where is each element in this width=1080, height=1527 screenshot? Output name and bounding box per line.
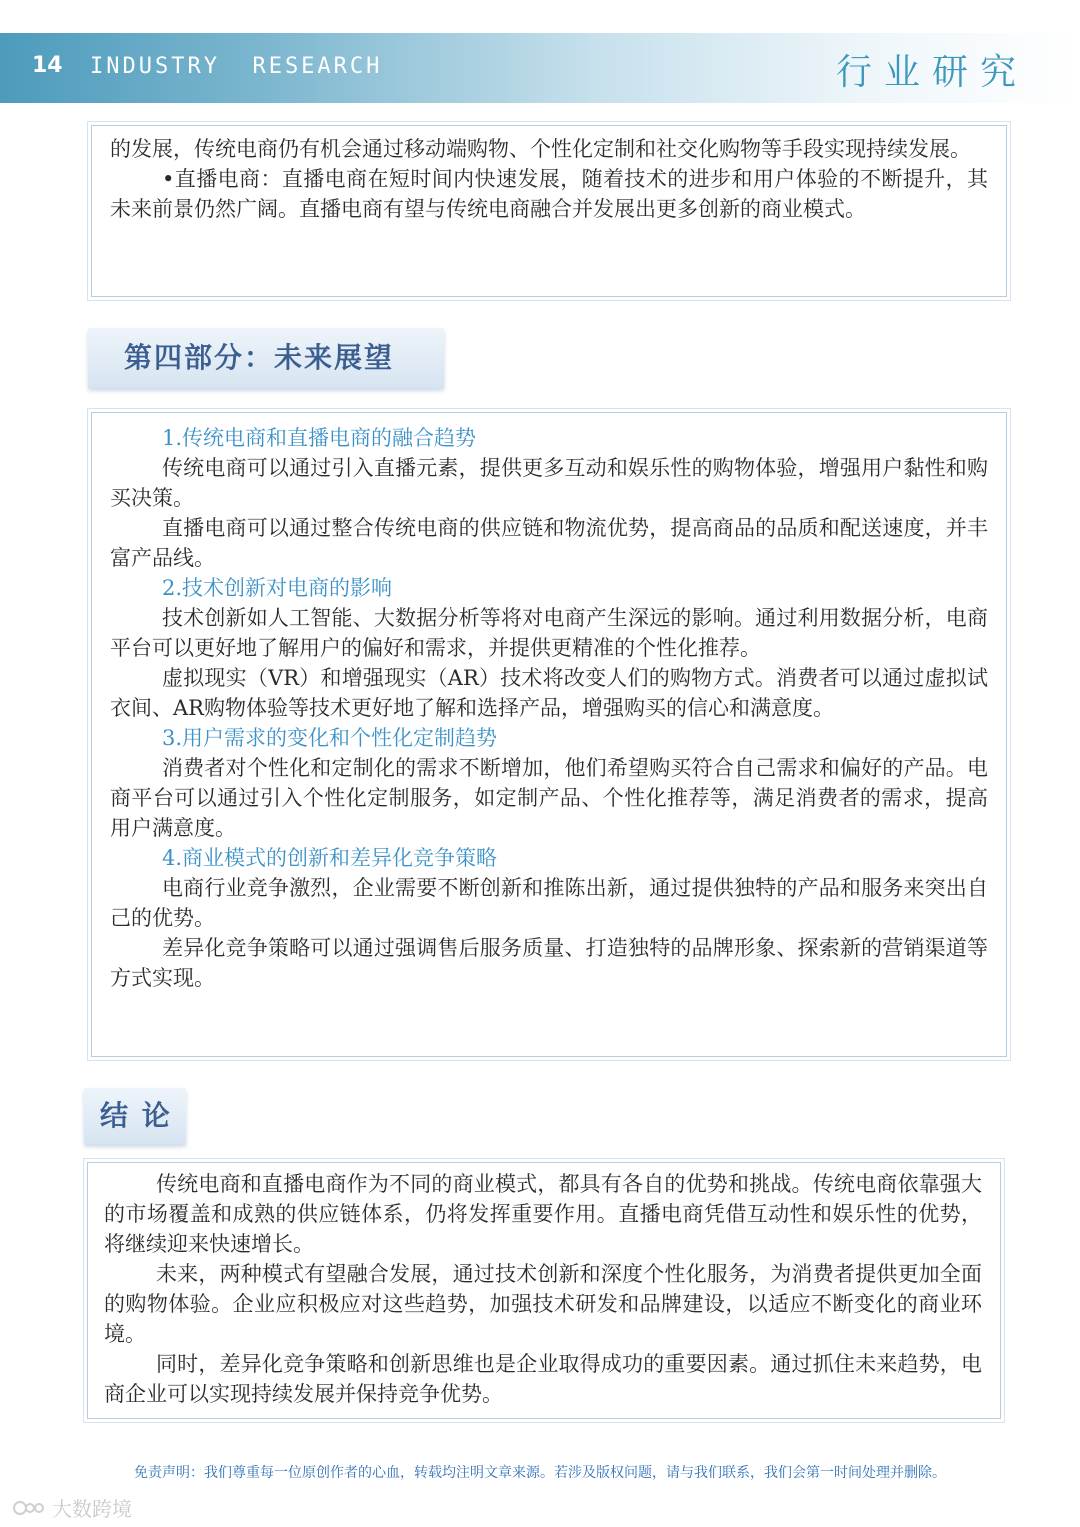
part4-text-box [91, 412, 1007, 1057]
page-number: 14 [32, 53, 63, 78]
subsection-title-1: 1.传统电商和直播电商的融合趋势 [162, 426, 477, 450]
conclusion-text-box [87, 1162, 1001, 1419]
paragraph: 电商行业竞争激烈，企业需要不断创新和推陈出新，通过提供独特的产品和服务来突出自己的优势。 [110, 876, 988, 930]
subsection-title-2: 2.技术创新对电商的影响 [162, 576, 393, 600]
intro-paragraph: 的发展，传统电商仍有机会通过移动端购物、个性化定制和社交化购物等手段实现持续发展。 [110, 137, 971, 161]
paragraph: 消费者对个性化和定制化的需求不断增加，他们希望购买符合自己需求和偏好的产品。电商平台可以通过引入个性化定制服务，如定制产品、个性化推荐等，满足消费者的需求，提高用户满意度。 [110, 756, 988, 840]
watermark-text: 大数跨境 [52, 1497, 132, 1521]
subsection-title-3: 3.用户需求的变化和个性化定制趋势 [162, 726, 498, 750]
subsection-title-4: 4.商业模式的创新和差异化竞争策略 [162, 846, 498, 870]
section-title-en: INDUSTRY RESEARCH [90, 54, 383, 79]
paragraph: 差异化竞争策略可以通过强调售后服务质量、打造独特的品牌形象、探索新的营销渠道等方式实现。 [110, 936, 988, 990]
paragraph: 传统电商和直播电商作为不同的商业模式，都具有各自的优势和挑战。传统电商依靠强大的市场覆盖和成熟的供应链体系，仍将发挥重要作用。直播电商凭借互动性和娱乐性的优势，将继续迎来快速增长。 [104, 1172, 982, 1256]
disclaimer: 免责声明：我们尊重每一位原创作者的心血，转载均注明文章来源。若涉及版权问题，请与我们联系，我们会第一时间处理并删除。 [134, 1465, 946, 1481]
paragraph: 虚拟现实（VR）和增强现实（AR）技术将改变人们的购物方式。消费者可以通过虚拟试衣间、AR购物体验等技术更好地了解和选择产品，增强购买的信心和满意度。 [110, 666, 988, 720]
part4-heading: 第四部分：未来展望 [88, 328, 444, 388]
conclusion-heading: 结 论 [84, 1088, 186, 1144]
watermark [12, 1493, 132, 1522]
paragraph: 未来，两种模式有望融合发展，通过技术创新和深度个性化服务，为消费者提供更加全面的购物体验。企业应积极应对这些趋势，加强技术研发和品牌建设，以适应不断变化的商业环境。 [104, 1262, 982, 1346]
paragraph: 技术创新如人工智能、大数据分析等将对电商产生深远的影响。通过利用数据分析，电商平台可以更好地了解用户的偏好和需求，并提供更精准的个性化推荐。 [110, 606, 988, 660]
section-title-cn: 行业研究 [835, 52, 1028, 93]
paragraph: 同时，差异化竞争策略和创新思维也是企业取得成功的重要因素。通过抓住未来趋势，电商企业可以实现持续发展并保持竞争优势。 [104, 1352, 982, 1406]
paragraph: 直播电商可以通过整合传统电商的供应链和物流优势，提高商品的品质和配送速度，并丰富产品线。 [110, 516, 988, 570]
paragraph: 传统电商可以通过引入直播元素，提供更多互动和娱乐性的购物体验，增强用户黏性和购买决策。 [110, 456, 988, 510]
watermark-logo-icon [12, 1497, 46, 1519]
live-commerce-paragraph: •直播电商：直播电商在短时间内快速发展，随着技术的进步和用户体验的不断提升，其未来前景仍然广阔。直播电商有望与传统电商融合并发展出更多创新的商业模式。 [110, 167, 988, 221]
intro-text-box [91, 125, 1007, 297]
